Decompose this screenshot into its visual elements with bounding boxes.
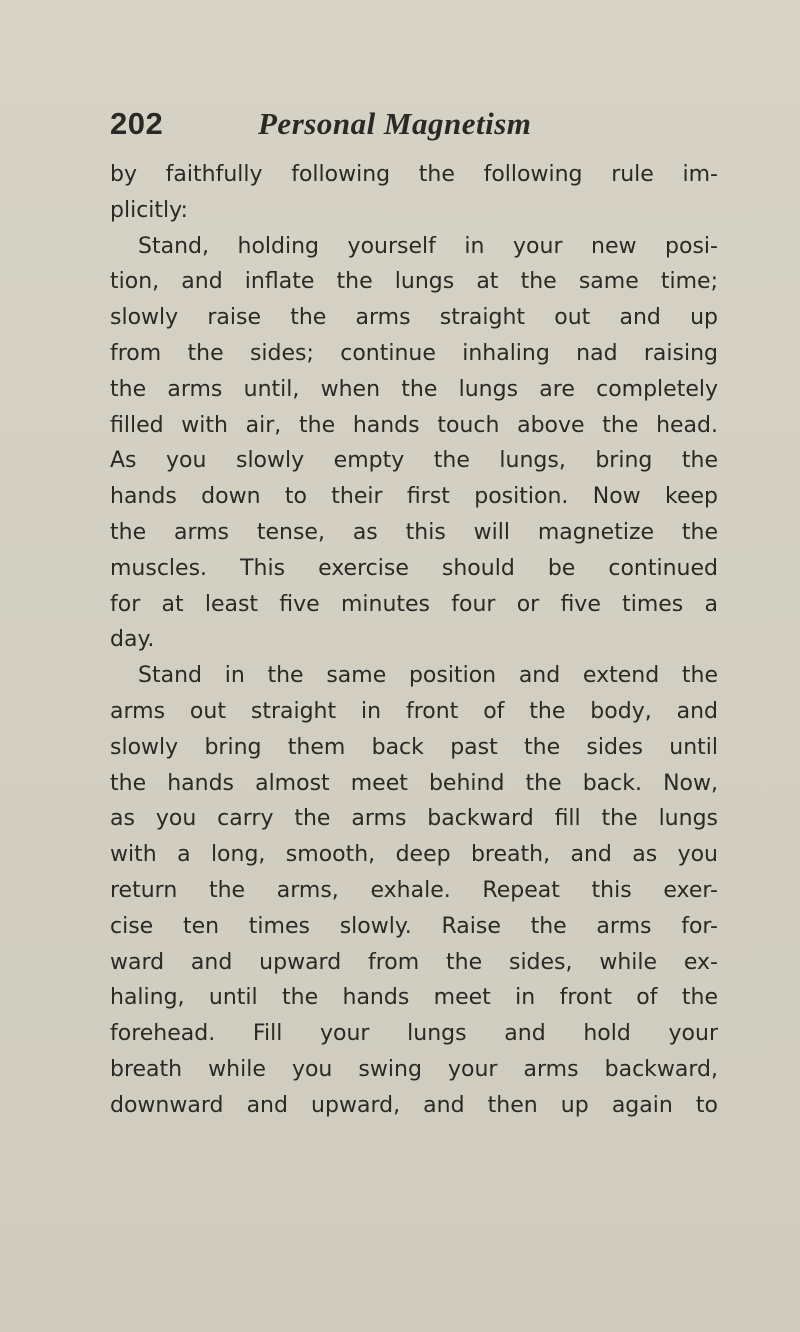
text-line: tion, and inflate the lungs at the same time; [110,269,718,295]
text-line: As you slowly empty the lungs, bring the [110,448,718,474]
text-line: muscles. This exercise should be continued [110,555,718,581]
text-line: slowly bring them back past the sides until [110,734,718,760]
text-line: the arms until, when the lungs are completely [110,376,718,402]
text-line: the arms tense, as this will magnetize the [110,519,718,545]
text-line: Stand in the same position and extend the [138,663,718,689]
running-title: Personal Magnetism [258,106,532,141]
text-line: arms out straight in front of the body, and [110,698,718,724]
text-line: ward and upward from the sides, while ex- [110,949,718,975]
text-line: return the arms, exhale. Repeat this exer- [110,877,718,903]
text-line: slowly raise the arms straight out and up [110,305,718,331]
text-line: day. [110,627,155,653]
text-line: by faithfully following the following rule im- [110,162,718,187]
text-line: plicitly: [110,197,188,223]
text-line: cise ten times slowly. Raise the arms for- [110,913,718,939]
text-line: for at least five minutes four or five times a [110,591,718,617]
text-line: with a long, smooth, deep breath, and as you [110,842,718,868]
page-number: 202 [110,106,164,141]
page-header [110,104,710,144]
text-line: forehead. Fill your lungs and hold your [110,1021,718,1047]
text-line: hands down to their first position. Now keep [110,484,718,510]
text-line: downward and upward, and then up again to [110,1092,718,1118]
text-line: as you carry the arms backward fill the lungs [110,806,718,832]
text-line: haling, until the hands meet in front of the [110,985,718,1011]
text-line: the hands almost meet behind the back. Now, [110,770,718,796]
text-line: Stand, holding yourself in your new posi- [138,233,718,259]
text-line: from the sides; continue inhaling nad raising [110,340,718,366]
text-line: filled with air, the hands touch above the head. [110,412,718,438]
body-text [110,157,718,1124]
text-line: breath while you swing your arms backward, [110,1056,718,1082]
